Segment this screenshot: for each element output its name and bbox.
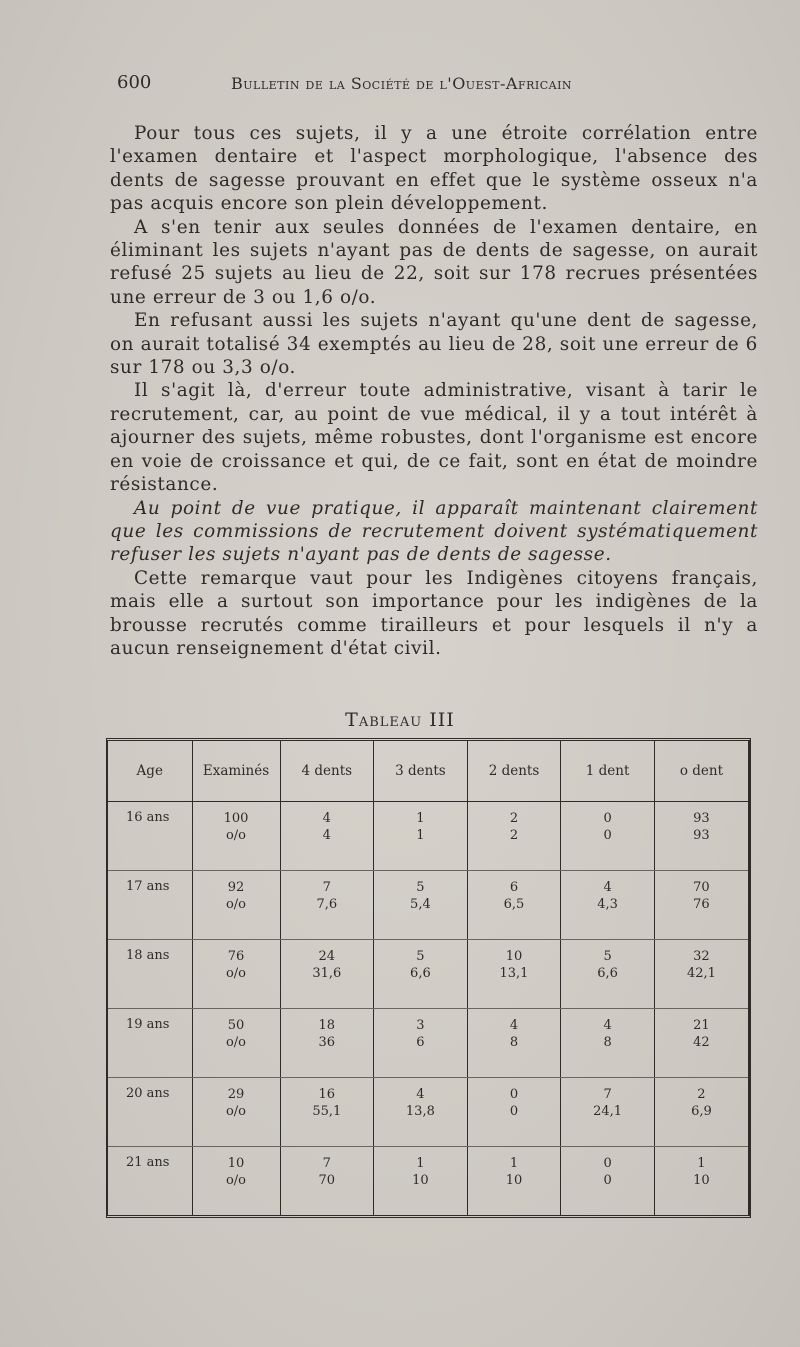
percent-value: 10 — [505, 1173, 523, 1188]
value-cell — [654, 1009, 748, 1078]
value-cell — [561, 1009, 655, 1078]
percent-value: o/o — [225, 1104, 247, 1119]
percent-value: 1 — [416, 828, 425, 843]
value-cell — [280, 1078, 374, 1147]
count-value: 24 — [318, 949, 336, 964]
percent-value: 4 — [322, 828, 331, 843]
percent-value: 0 — [603, 1173, 612, 1188]
percent-value: 6 — [416, 1035, 425, 1050]
percent-value: 0 — [603, 828, 612, 843]
percent-value: 6,6 — [410, 966, 431, 981]
column-header: Age — [108, 741, 192, 802]
value-cell — [467, 871, 561, 940]
age-cell: 17 ans — [108, 871, 192, 940]
column-header: 2 dents — [467, 741, 561, 802]
value-cell — [374, 871, 468, 940]
count-value: 5 — [416, 949, 425, 964]
count-value: 7 — [322, 1156, 331, 1171]
table-title: Tableau III — [345, 709, 455, 731]
count-value: 3 — [416, 1018, 425, 1033]
percent-value: 42,1 — [686, 966, 716, 981]
value-cell — [561, 802, 655, 871]
value-cell — [654, 1147, 748, 1216]
count-value: 100 — [223, 811, 249, 826]
value-cell — [192, 940, 280, 1009]
count-value: 4 — [603, 1018, 612, 1033]
percent-value: 36 — [318, 1035, 336, 1050]
percent-value: 8 — [603, 1035, 612, 1050]
column-header: 3 dents — [374, 741, 468, 802]
value-cell — [654, 871, 748, 940]
value-cell — [192, 802, 280, 871]
value-cell — [374, 940, 468, 1009]
table-header-row — [108, 741, 748, 802]
count-value: 93 — [693, 811, 710, 826]
table-row — [108, 871, 748, 940]
count-value: 5 — [416, 880, 425, 895]
running-title: Bulletin de la Société de l'Ouest-Africain — [231, 74, 573, 93]
paragraph-italic: Au point de vue pratique, il apparaît maintenant clairement que les commissions de recrutement doivent systématiquement refuser les sujets n'ayant pas de dents de sagesse. — [110, 497, 758, 566]
age-cell: 19 ans — [108, 1009, 192, 1078]
table-row — [108, 940, 748, 1009]
table-row — [108, 1147, 748, 1216]
value-cell — [192, 1147, 280, 1216]
value-cell — [280, 940, 374, 1009]
percent-value: 93 — [693, 828, 710, 843]
count-value: 2 — [509, 811, 519, 826]
count-value: 50 — [227, 1018, 245, 1033]
percent-value: 10 — [412, 1173, 429, 1188]
percent-value: 24,1 — [593, 1104, 623, 1119]
age-cell: 21 ans — [126, 1155, 170, 1170]
percent-value: 31,6 — [312, 966, 342, 981]
count-value: 1 — [697, 1156, 706, 1171]
count-value: 2 — [697, 1087, 706, 1102]
count-value: 4 — [509, 1018, 519, 1033]
percent-value: o/o — [225, 1173, 247, 1188]
count-value: 10 — [505, 949, 523, 964]
percent-value: 55,1 — [312, 1104, 342, 1119]
value-cell — [280, 1147, 374, 1216]
count-value: 16 — [318, 1087, 336, 1102]
count-value: 1 — [416, 1156, 425, 1171]
count-value: 21 — [693, 1018, 710, 1033]
value-cell — [374, 1147, 468, 1216]
age-cell: 20 ans — [108, 1078, 192, 1147]
data-table — [108, 741, 748, 1216]
percent-value: 13,1 — [499, 966, 529, 981]
count-value: 29 — [227, 1087, 245, 1102]
percent-value: 4,3 — [597, 897, 618, 912]
value-cell — [192, 1009, 280, 1078]
value-cell — [280, 1009, 374, 1078]
percent-value: o/o — [225, 897, 247, 912]
value-cell — [374, 1009, 468, 1078]
table-row — [108, 1009, 748, 1078]
count-value: 32 — [693, 949, 710, 964]
paragraph: A s'en tenir aux seules données de l'examen dentaire, en éliminant les sujets n'ayant pas de dents de sagesse, on aurait refusé 25 sujets au lieu de 22, soit sur 178 recrues présentées une erreur de 3 ou 1,6 o/o. — [110, 216, 758, 308]
count-value: 4 — [416, 1087, 425, 1102]
value-cell — [374, 1078, 468, 1147]
percent-value: 76 — [693, 897, 710, 912]
value-cell — [654, 802, 748, 871]
paragraph: Cette remarque vaut pour les Indigènes citoyens français, mais elle a surtout son importance pour les indigènes de la brousse recrutés comme tirailleurs et pour lesquels il n'y a aucun renseignement d'état civil. — [110, 567, 758, 659]
percent-value: 0 — [509, 1104, 519, 1119]
percent-value: o/o — [225, 828, 247, 843]
value-cell — [467, 1009, 561, 1078]
table-row — [108, 1078, 748, 1147]
count-value: 0 — [509, 1087, 519, 1102]
percent-value: 7,6 — [316, 897, 338, 912]
value-cell — [280, 871, 374, 940]
count-value: 7 — [603, 1087, 612, 1102]
percent-value: 13,8 — [405, 1104, 435, 1119]
column-header: o dent — [654, 741, 748, 802]
value-cell — [467, 1078, 561, 1147]
value-cell — [467, 1147, 561, 1216]
percent-value: 42 — [693, 1035, 710, 1050]
value-cell — [467, 802, 561, 871]
percent-value: 6,5 — [503, 897, 525, 912]
age-cell: 18 ans — [108, 940, 192, 1009]
count-value: 7 — [322, 880, 331, 895]
table-row — [108, 802, 748, 871]
paragraph: En refusant aussi les sujets n'ayant qu'une dent de sagesse, on aurait totalisé 34 exemptés au lieu de 28, soit une erreur de 6 sur 178 ou 3,3 o/o. — [110, 310, 758, 379]
percent-value: o/o — [225, 1035, 247, 1050]
body-text — [110, 122, 758, 660]
count-value: 18 — [318, 1018, 336, 1033]
value-cell — [561, 1147, 655, 1216]
column-header: Examinés — [192, 741, 280, 802]
paragraph: Il s'agit là, d'erreur toute administrative, visant à tarir le recrutement, car, au point de vue médical, il y a tout intérêt à ajourner des sujets, même robustes, dont l'organisme est encore en voie de croissance et qui, de ce fait, sont en état de moindre résistance. — [110, 380, 758, 496]
count-value: 92 — [227, 880, 245, 895]
count-value: 0 — [603, 1156, 612, 1171]
value-cell — [561, 1078, 655, 1147]
column-header: 1 dent — [561, 741, 655, 802]
value-cell — [654, 1078, 748, 1147]
value-cell — [192, 871, 280, 940]
page-header — [117, 72, 757, 100]
value-cell — [654, 940, 748, 1009]
data-table-frame — [106, 738, 751, 1218]
count-value: 1 — [416, 811, 425, 826]
percent-value: 5,4 — [410, 897, 431, 912]
count-value: 5 — [603, 949, 612, 964]
percent-value: 6,9 — [691, 1104, 712, 1119]
percent-value: 2 — [509, 828, 519, 843]
page-number: 600 — [117, 72, 152, 93]
column-header: 4 dents — [280, 741, 374, 802]
count-value: 6 — [509, 880, 519, 895]
value-cell — [467, 940, 561, 1009]
count-value: 1 — [509, 1156, 519, 1171]
value-cell — [280, 802, 374, 871]
count-value: 70 — [693, 880, 710, 895]
percent-value: 6,6 — [597, 966, 618, 981]
count-value: 0 — [603, 811, 612, 826]
percent-value: o/o — [225, 966, 247, 981]
count-value: 4 — [322, 811, 331, 826]
value-cell — [561, 871, 655, 940]
percent-value: 8 — [509, 1035, 519, 1050]
paragraph: Pour tous ces sujets, il y a une étroite corrélation entre l'examen dentaire et l'aspect morphologique, l'absence des dents de sagesse prouvant en effet que le système osseux n'a pas acquis encore son plein développement. — [110, 123, 758, 215]
percent-value: 70 — [318, 1173, 336, 1188]
value-cell — [561, 940, 655, 1009]
age-cell: 16 ans — [108, 802, 192, 871]
value-cell — [374, 802, 468, 871]
value-cell — [192, 1078, 280, 1147]
count-value: 10 — [227, 1156, 245, 1171]
percent-value: 10 — [693, 1173, 710, 1188]
count-value: 76 — [227, 949, 245, 964]
count-value: 4 — [603, 880, 612, 895]
